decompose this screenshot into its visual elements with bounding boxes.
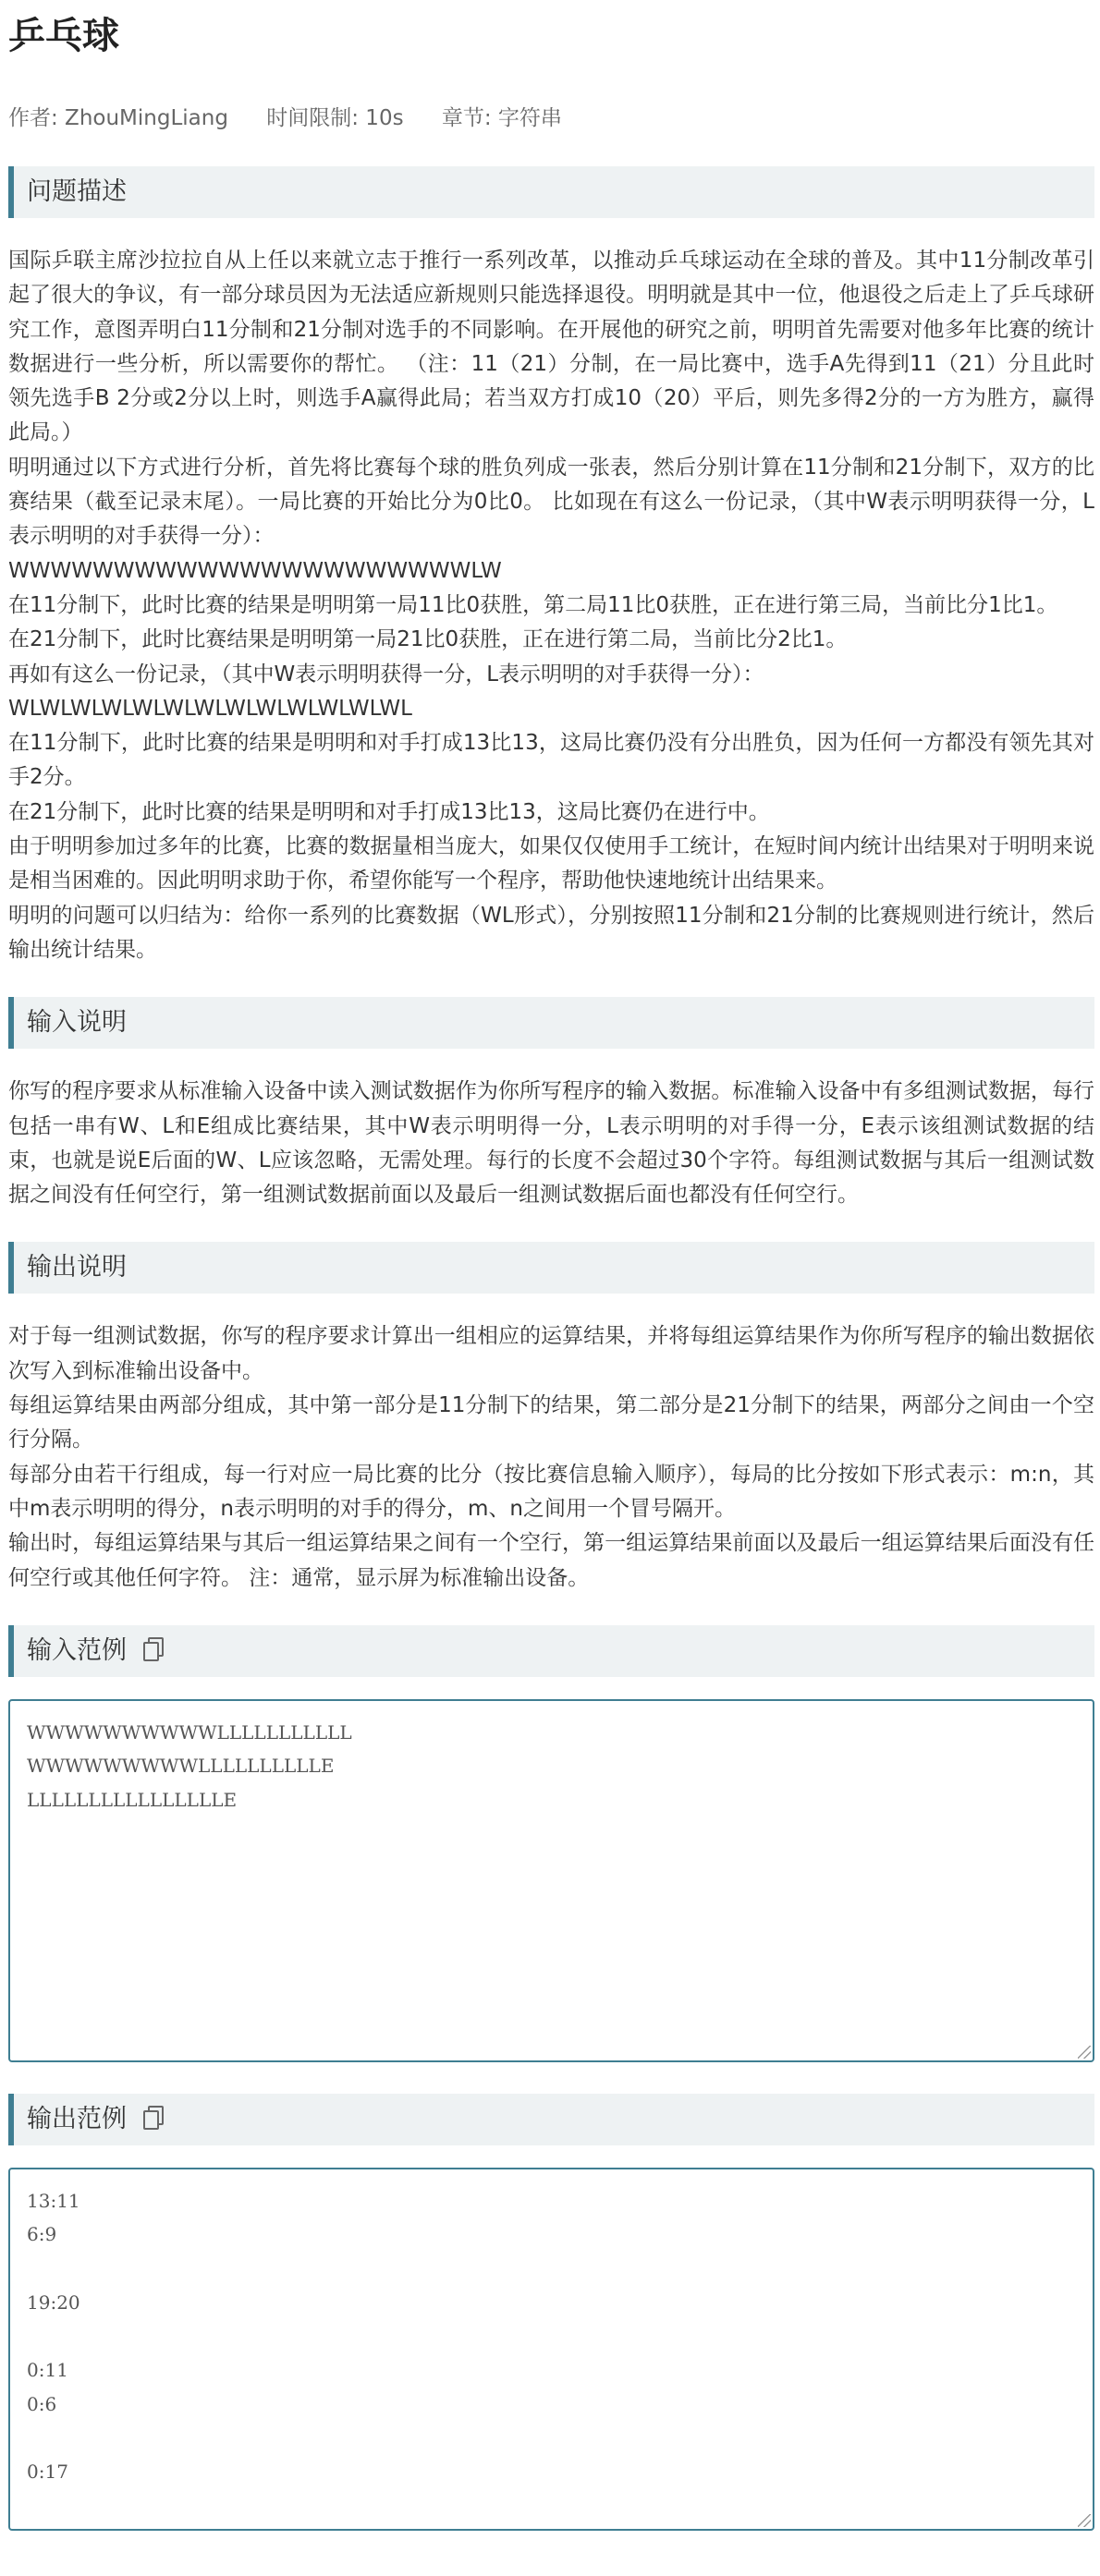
output-desc-paragraph: 每组运算结果由两部分组成，其中第一部分是11分制下的结果，第二部分是21分制下的结果，两部分之间由一个空行分隔。: [8, 1393, 1094, 1452]
description-paragraph: WWWWWWWWWWWWWWWWWWWWWWLW: [8, 558, 502, 583]
output-desc-paragraph: 每部分由若干行组成，每一行对应一局比赛的比分（按比赛信息输入顺序），每局的比分按如下形式表示：m:n，其中m表示明明的得分，n表示明明的对手的得分，m、n之间用一个冒号隔开。: [8, 1462, 1094, 1521]
input-desc-heading: [8, 997, 1094, 1049]
sample-output-line: 6:9: [27, 2223, 57, 2246]
description-heading: [8, 166, 1094, 218]
sample-output-line: 0:6: [27, 2392, 57, 2415]
resize-handle[interactable]: [1078, 2046, 1091, 2059]
sample-input-line: LLLLLLLLLLLLLLLLE: [27, 1789, 238, 1812]
meta-chapter: 章节: 字符串: [441, 106, 562, 130]
description-body: [8, 244, 1094, 967]
sample-output-heading-label: 输出范例: [27, 2104, 127, 2133]
sample-output-heading: [8, 2094, 1094, 2145]
output-desc-paragraph: 输出时，每组运算结果与其后一组运算结果之间有一个空行，第一组运算结果前面以及最后一组运算结果后面没有任何空行或其他任何字符。 注：通常，显示屏为标准输出设备。: [8, 1531, 1094, 1590]
problem-title: 乒乓球: [8, 15, 119, 57]
description-paragraph: 在11分制下，此时比赛的结果是明明和对手打成13比13，这局比赛仍没有分出胜负，因为任何一方都没有领先其对手2分。: [8, 731, 1094, 790]
sample-input-heading: [8, 1625, 1094, 1677]
description-paragraph: 明明的问题可以归结为：给你一系列的比赛数据（WL形式），分别按照11分制和21分制的比赛规则进行统计，然后输出统计结果。: [8, 903, 1094, 962]
sample-output-line: 13:11: [27, 2189, 80, 2212]
description-paragraph: 在21分制下，此时比赛的结果是明明和对手打成13比13，这局比赛仍在进行中。: [8, 799, 770, 824]
meta-author: 作者: ZhouMingLiang: [8, 106, 228, 130]
output-desc-heading: [8, 1242, 1094, 1294]
resize-handle[interactable]: [1078, 2514, 1091, 2527]
copy-icon[interactable]: [143, 2106, 162, 2128]
sample-output-line: 0:11: [27, 2359, 68, 2382]
description-paragraph: 在21分制下，此时比赛结果是明明第一局21比0获胜，正在进行第二局，当前比分2比1。: [8, 627, 848, 652]
sample-input-heading-label: 输入范例: [27, 1635, 127, 1665]
copy-icon[interactable]: [143, 1637, 162, 1659]
output-desc-heading-label: 输出说明: [27, 1253, 127, 1282]
sample-output-line: 19:20: [27, 2290, 80, 2314]
sample-output-textarea[interactable]: [8, 2168, 1094, 2531]
description-paragraph: 再如有这么一份记录，（其中W表示明明获得一分，L表示明明的对手获得一分）：: [8, 662, 764, 687]
output-desc-body: [8, 1319, 1094, 1595]
meta-time-limit: 时间限制: 10s: [266, 106, 404, 130]
description-paragraph: WLWLWLWLWLWLWLWLWLWLWLWLWL: [8, 696, 412, 721]
input-desc-paragraph: 你写的程序要求从标准输入设备中读入测试数据作为你所写程序的输入数据。标准输入设备中有多组测试数据，每行包括一串有W、L和E组成比赛结果，其中W表示明明得一分，L表示明明的对手得一分，E表示该组测试数据的结束，也就是说E后面的W、L应该忽略，无需处理。每行的长度不会超过30个字符。每组测试数据与其后一组测试数据之间没有任何空行，第一组测试数据前面以及最后一组测试数据后面也都没有任何空行。: [8, 1079, 1094, 1208]
description-heading-label: 问题描述: [27, 177, 127, 206]
sample-input-line: WWWWWWWWWWLLLLLLLLLLL: [27, 1720, 352, 1744]
description-paragraph: 由于明明参加过多年的比赛，比赛的数据量相当庞大，如果仅仅使用手工统计，在短时间内统计出结果对于明明来说是相当困难的。因此明明求助于你，希望你能写一个程序，帮助他快速地统计出结果来。: [8, 834, 1094, 893]
sample-output-line: [27, 2320, 1076, 2354]
input-desc-body: [8, 1075, 1094, 1212]
description-paragraph: 国际乒联主席沙拉拉自从上任以来就立志于推行一系列改革，以推动乒乓球运动在全球的普及。其中11分制改革引起了很大的争议，有一部分球员因为无法适应新规则只能选择退役。明明就是其中一位，他退役之后走上了乒乓球研究工作，意图弄明白11分制和21分制对选手的不同影响。在开展他的研究之前，明明首先需要对他多年比赛的统计数据进行一些分析，所以需要你的帮忙。 （注：11（21）分制，在一局比赛中，选手A先得到11（21）分且此时领先选手B 2分或2分以上时，则选手A赢得此局；若当双方打成10（20）平后，则先多得2分的一方为胜方，赢得此局。）: [8, 249, 1094, 445]
description-paragraph: 在11分制下，此时比赛的结果是明明第一局11比0获胜，第二局11比0获胜，正在进行第三局，当前比分1比1。: [8, 592, 1058, 617]
description-paragraph: 明明通过以下方式进行分析，首先将比赛每个球的胜负列成一张表，然后分别计算在11分制和21分制下，双方的比赛结果（截至记录末尾）。一局比赛的开始比分为0比0。 比如现在有这么一份记录，（其中W表示明明获得一分，L表示明明的对手获得一分）：: [8, 455, 1094, 549]
input-desc-heading-label: 输入说明: [27, 1008, 127, 1038]
output-desc-paragraph: 对于每一组测试数据，你写的程序要求计算出一组相应的运算结果，并将每组运算结果作为你所写程序的输出数据依次写入到标准输出设备中。: [8, 1324, 1094, 1383]
problem-meta: [8, 103, 1094, 133]
sample-output-line: [27, 2422, 1076, 2456]
sample-output-line: 0:17: [27, 2461, 68, 2484]
sample-input-line: WWWWWWWWWLLLLLLLLLLE: [27, 1755, 335, 1778]
sample-output-line: [27, 2252, 1076, 2286]
sample-input-textarea[interactable]: [8, 1699, 1094, 2062]
